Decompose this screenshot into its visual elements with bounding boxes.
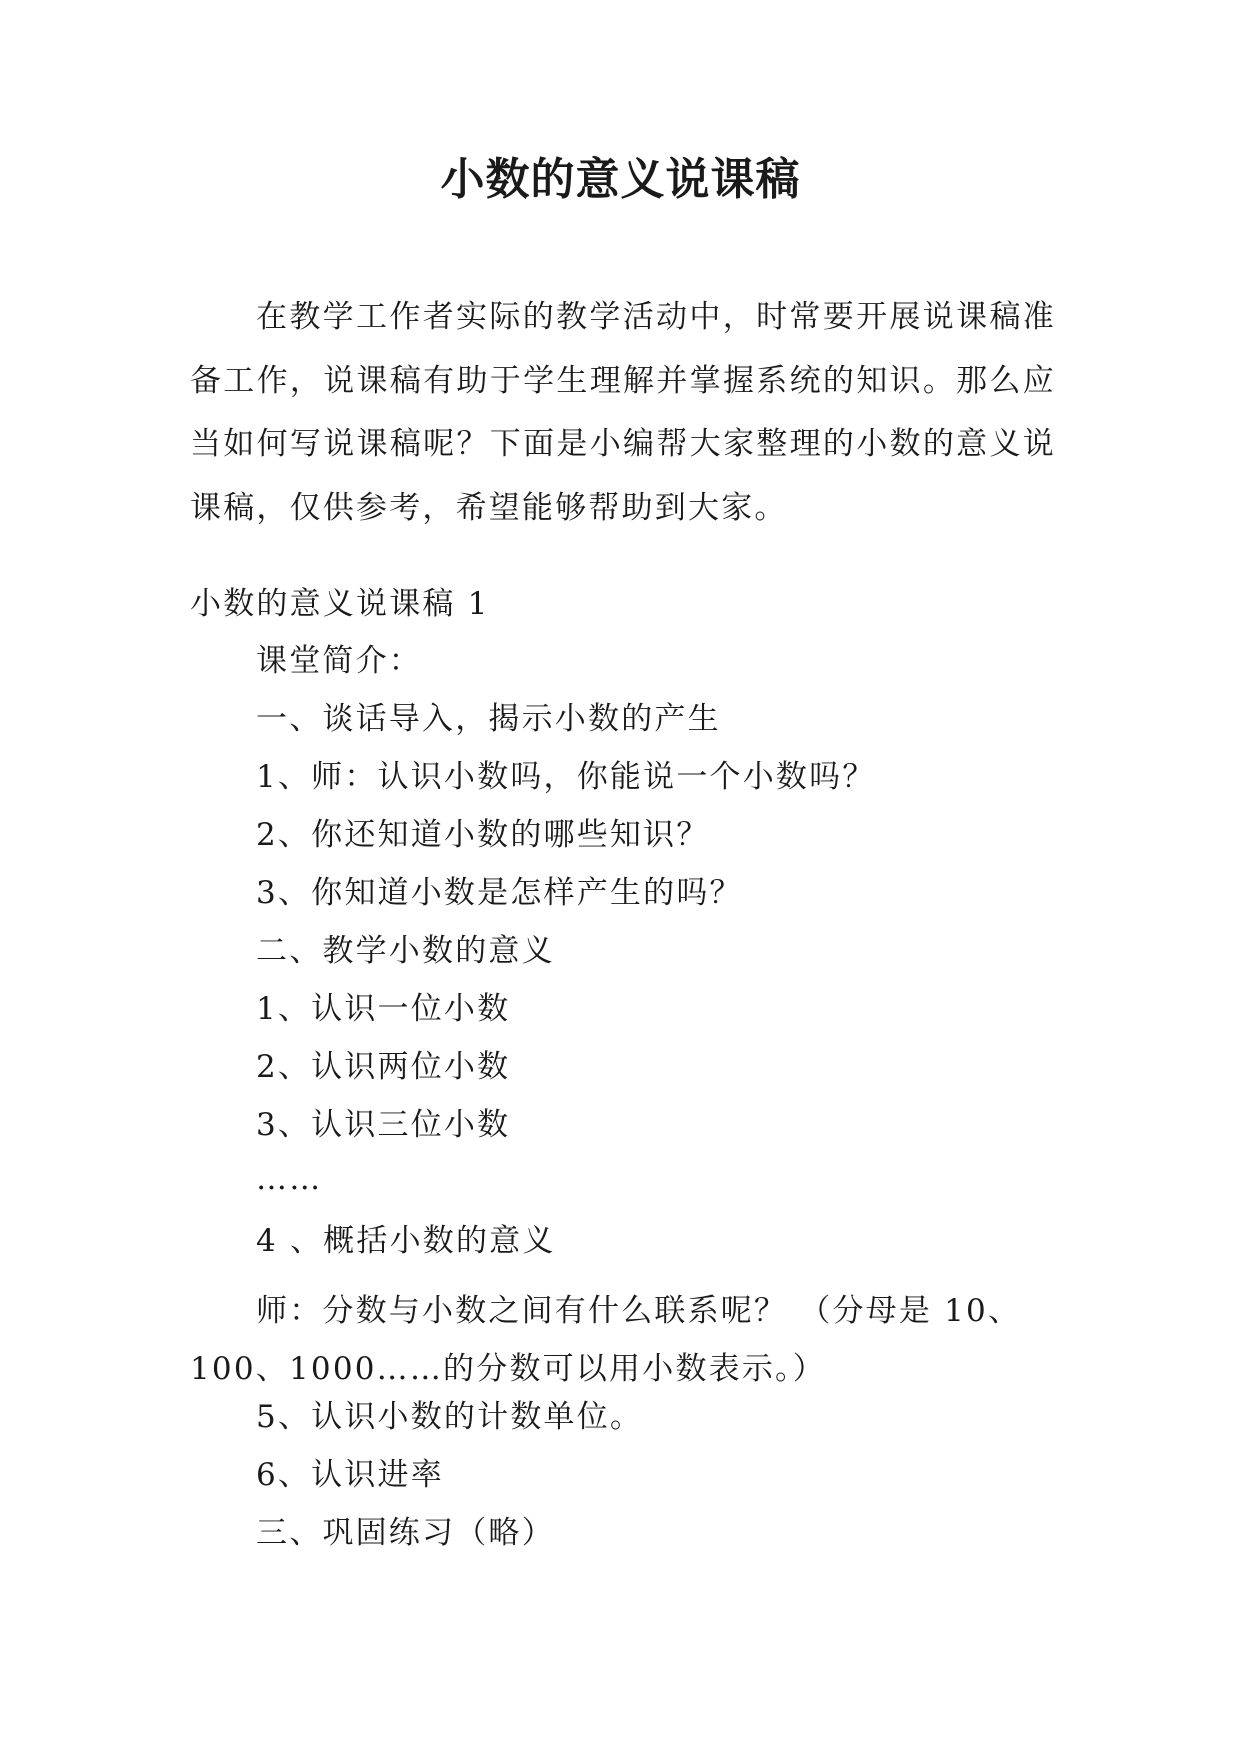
page-title: 小数的意义说课稿 bbox=[440, 154, 801, 205]
list-item: 一、谈话导入，揭示小数的产生 bbox=[256, 701, 721, 737]
list-item: 1、师：认识小数吗，你能说一个小数吗？ bbox=[256, 759, 876, 795]
list-item: 5、认识小数的计数单位。 bbox=[256, 1399, 644, 1435]
list-item: 3、你知道小数是怎样产生的吗？ bbox=[256, 875, 743, 911]
list-item: 3、认识三位小数 bbox=[256, 1107, 511, 1143]
list-item: 二、教学小数的意义 bbox=[256, 933, 555, 969]
list-item: 课堂简介： bbox=[256, 643, 422, 679]
intro-paragraph: 在教学工作者实际的教学活动中，时常要开展说课稿准备工作，说课稿有助于学生理解并掌握系统的知识。那么应当如何写说课稿呢？下面是小编帮大家整理的小数的意义说课稿，仅供参考，希望能够帮助到大家。 bbox=[190, 299, 1056, 526]
teacher-question-paragraph: 师：分数与小数之间有什么联系呢？ （分母是 10、100、1000……的分数可以用小数表示。） bbox=[190, 1293, 1022, 1387]
list-item: 2、你还知道小数的哪些知识？ bbox=[256, 817, 710, 853]
list-item: 1、认识一位小数 bbox=[256, 991, 511, 1027]
list-item: 6、认识进率 bbox=[256, 1457, 444, 1493]
list-item: 2、认识两位小数 bbox=[256, 1049, 511, 1085]
list-item: …… bbox=[256, 1161, 323, 1197]
list-item: 三、巩固练习（略） bbox=[256, 1515, 555, 1551]
section-heading: 小数的意义说课稿 1 bbox=[190, 586, 490, 622]
list-item: 4 、概括小数的意义 bbox=[256, 1223, 556, 1259]
